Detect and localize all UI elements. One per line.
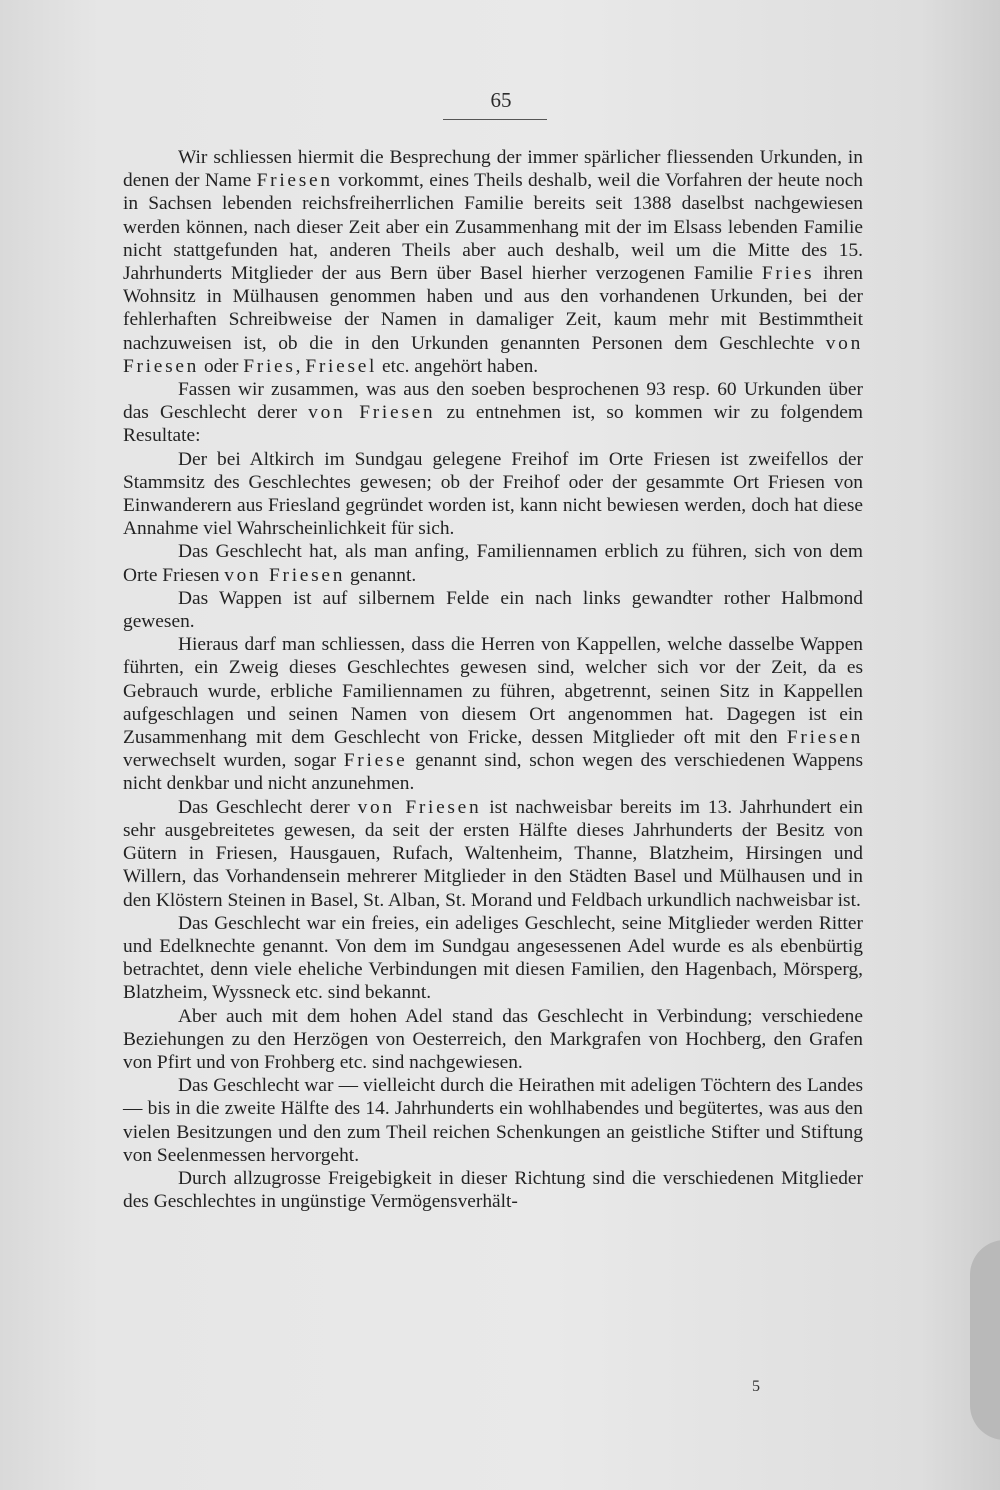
body-text xyxy=(123,146,863,1213)
spaced-name: Fries xyxy=(243,355,296,377)
text-run: Aber auch mit dem hohen Adel stand das Geschlecht in Verbindung; verschiedene Beziehungen zu den Herzögen von Oesterreich, den Markgrafen von Hochberg, den Grafen von Pfirt und von Frohberg etc. sind nachgewiesen. xyxy=(123,1005,863,1073)
text-run: etc. angehört haben. xyxy=(377,355,539,377)
spaced-name: Friesen xyxy=(256,170,333,192)
text-run: Wir schliessen hiermit die Besprechung der immer spärlicher fliessenden Urkunden, in denen der Name xyxy=(123,147,863,192)
page-number: 65 xyxy=(490,88,512,112)
text-run: Das Geschlecht war ein freies, ein adeliges Geschlecht, seine Mitglieder werden Ritter und Edelknechte genannt. Von dem im Sundgau angesessenen Adel wurde es als ebenbürtig betrachtet, denn viele eheliche Verbindungen mit diesen Familien, den Hagenbach, Mörsperg, Blatzheim, Wyssneck etc. sind bekannt. xyxy=(123,912,863,1004)
spaced-name: Friesen xyxy=(786,727,863,749)
text-run: zu entnehmen ist, so kommen wir zu folgendem Resultate: xyxy=(123,402,863,447)
paragraph-2 xyxy=(123,378,863,448)
text-run: Fassen wir zusammen, was aus den soeben besprochenen 93 resp. 60 Urkunden über das Geschlecht derer xyxy=(123,379,863,424)
text-run: ihren Wohnsitz in Mülhausen genommen haben und aus den vorhandenen Urkunden, bei der fehlerhaften Schreibweise der Namen in damaliger Zeit, kaum mehr mit Bestimmtheit nachzuweisen ist, ob die in den Urkunden genannten Personen dem Geschlechte xyxy=(123,263,863,354)
spaced-name: Friese xyxy=(343,750,408,772)
paragraph-3 xyxy=(123,448,863,541)
paragraph-4 xyxy=(123,540,863,586)
spaced-name: von Friesen xyxy=(123,332,863,377)
paragraph-11 xyxy=(123,1167,863,1213)
text-run: Hieraus darf man schliessen, dass die Herren von Kappellen, welche dasselbe Wappen führten, ein Zweig dieses Geschlechtes gewesen sind, welcher sich vor der Zeit, da es Gebrauch wurde, erbliche Familiennamen zu führen, abgetrennt, seinen Sitz in Kappellen aufgeschlagen und seinen Namen von diesem Ort angenommen hat. Dagegen ist ein Zusammenhang mit dem Geschlecht von Fricke, dessen Mitglieder oft mit den xyxy=(123,634,863,749)
paragraph-9 xyxy=(123,1005,863,1075)
spaced-name: Friesel xyxy=(305,355,378,377)
text-run: , xyxy=(295,355,306,377)
text-run: Der bei Altkirch im Sundgau gelegene Freihof im Orte Friesen ist zweifellos der Stammsitz des Geschlechtes gewesen; ob der Freihof oder der gesammte Ort Friesen von Einwanderern aus Friesland gegründet worden ist, kann nicht bewiesen werden, doch hat diese Annahme viel Wahrscheinlichkeit für sich. xyxy=(123,448,863,540)
text-run: genannt. xyxy=(345,564,417,586)
paragraph-6 xyxy=(123,633,863,795)
text-run: Das Wappen ist auf silbernem Felde ein nach links gewandter rother Halbmond gewesen. xyxy=(123,587,863,633)
signature-mark: 5 xyxy=(752,1378,760,1395)
text-run: Das Geschlecht hat, als man anfing, Familiennamen erblich zu führen, sich von dem Orte Friesen xyxy=(123,541,863,586)
spaced-name: von Friesen xyxy=(357,796,482,818)
paragraph-10 xyxy=(123,1074,863,1167)
spaced-name: von Friesen xyxy=(224,564,346,586)
text-run: Durch allzugrosse Freigebigkeit in dieser Richtung sind die verschiedenen Mitglieder des Geschlechtes in ungünstige Vermögensverhält- xyxy=(123,1167,863,1213)
header-rule xyxy=(443,119,547,120)
text-run: Das Geschlecht derer xyxy=(178,796,358,818)
thumb-shadow xyxy=(970,1240,1000,1440)
text-run: Das Geschlecht war — vielleicht durch die Heirathen mit adeligen Töchtern des Landes — bis in die zweite Hälfte des 14. Jahrhunderts ein wohlhabendes und begütertes, was aus den vielen Besitzungen und den zum Theil reichen Schenkungen an geistliche Stifter und Stiftung von Seelenmessen hervorgeht. xyxy=(123,1075,863,1166)
text-run: verwechselt wurden, sogar xyxy=(123,750,344,772)
paragraph-7 xyxy=(123,796,863,912)
paragraph-1 xyxy=(123,146,863,378)
text-run: ist nachweisbar bereits im 13. Jahrhundert ein sehr ausgebreitetes gewesen, da seit der ersten Hälfte dieses Jahrhunderts der Besitz von Gütern in Friesen, Hausgauen, Rufach, Waltenheim, Thanne, Blatzheim, Hirsingen und Willern, das Vorhandensein mehrerer Mitglieder in den Städten Basel und Mülhausen und in den Klöstern Steinen in Basel, St. Alban, St. Morand und Feldbach urkundlich nachweisbar ist. xyxy=(123,796,863,911)
paragraph-5 xyxy=(123,587,863,633)
paragraph-8 xyxy=(123,912,863,1005)
text-run: genannt sind, schon wegen des verschiedenen Wappens nicht denkbar und nicht anzunehmen. xyxy=(123,750,863,795)
spaced-name: von Friesen xyxy=(308,402,436,424)
spaced-name: Fries xyxy=(761,263,815,285)
text-run: oder xyxy=(199,355,244,377)
text-run: vorkommt, eines Theils deshalb, weil die Vorfahren der heute noch in Sachsen lebenden reichsfreiherrlichen Familie bereits seit 1388 daselbst nachgewiesen werden können, nach dieser Zeit aber ein Zusammenhang mit der im Elsass lebenden Familie nicht stattgefunden hat, anderen Theils aber auch deshalb, weil um die Mitte des 15. Jahrhunderts Mitglieder der aus Bern über Basel hierher verzogenen Familie xyxy=(123,170,863,285)
